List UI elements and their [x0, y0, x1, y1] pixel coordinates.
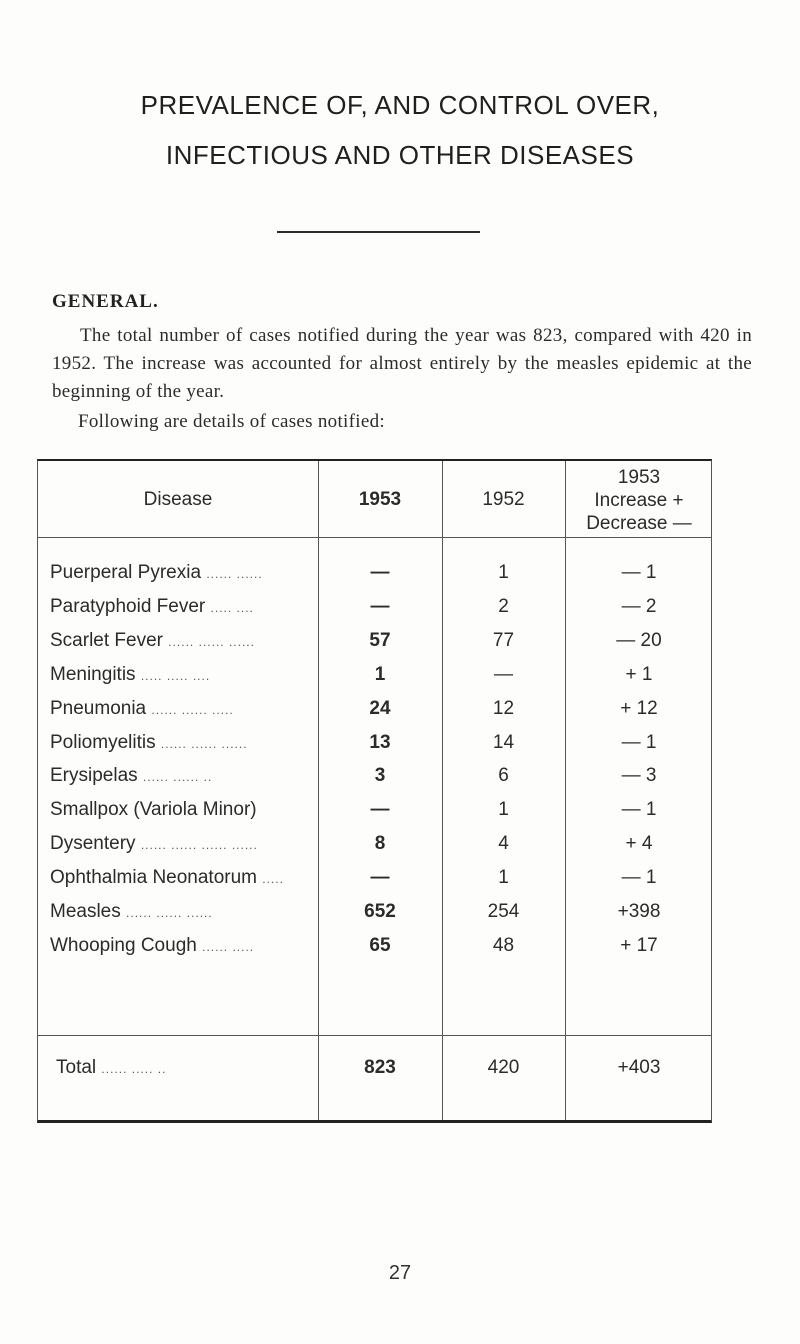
cases-1953-cell: 13 — [369, 732, 391, 753]
cases-1952-cell: 12 — [492, 698, 515, 719]
page-number: 27 — [388, 1262, 412, 1284]
disease-name: Scarlet Fever — [50, 630, 163, 651]
header-1952: 1952 — [482, 489, 525, 510]
disease-cell — [50, 765, 320, 788]
leader-dots: ...... ..... — [202, 940, 255, 954]
disease-cell — [50, 630, 320, 653]
disease-cell — [50, 935, 320, 958]
total-1952: 420 — [487, 1057, 520, 1078]
cases-1953-cell: 65 — [369, 935, 391, 956]
disease-cell — [50, 867, 320, 890]
change-cell: — 1 — [621, 562, 657, 583]
table-lead-text: Following are details of cases notified: — [78, 411, 385, 432]
leader-dots: ..... ..... .... — [140, 669, 211, 683]
disease-name: Poliomyelitis — [50, 732, 156, 753]
cases-1952-cell: — — [494, 664, 513, 685]
disease-name: Erysipelas — [50, 765, 138, 786]
change-cell: — 3 — [621, 765, 657, 786]
leader-dots: ...... ...... ...... — [126, 906, 213, 920]
cases-1953-cell: — — [370, 562, 390, 583]
cases-1953-cell: 24 — [369, 698, 391, 719]
disease-cell — [50, 664, 320, 687]
change-cell: + 17 — [620, 935, 658, 956]
total-label: Total — [56, 1057, 97, 1078]
header-1953: 1953 — [358, 489, 402, 510]
leader-dots: ...... ...... ..... — [151, 703, 234, 717]
section-heading: GENERAL. — [52, 291, 159, 312]
disease-name: Ophthalmia Neonatorum — [50, 867, 257, 888]
change-cell: + 1 — [625, 664, 653, 685]
disease-cell — [50, 901, 320, 924]
header-change-decrease: Decrease — — [586, 513, 692, 534]
column-divider — [565, 461, 566, 1120]
disease-cell — [50, 833, 320, 856]
disease-name: Measles — [50, 901, 121, 922]
total-change: +403 — [617, 1057, 661, 1078]
header-change-increase: Increase + — [594, 490, 684, 511]
cases-1953-cell: — — [370, 867, 390, 888]
disease-cell — [50, 562, 320, 585]
title-divider — [277, 231, 480, 233]
change-cell: — 1 — [621, 867, 657, 888]
change-cell: +398 — [617, 901, 661, 922]
cases-1953-cell: 3 — [374, 765, 386, 786]
cases-table — [37, 459, 712, 1123]
total-label-cell — [56, 1057, 326, 1080]
disease-cell — [50, 799, 320, 822]
cases-1953-cell: 1 — [374, 664, 386, 685]
change-cell: + 4 — [625, 833, 653, 854]
disease-cell — [50, 596, 320, 619]
disease-name: Whooping Cough — [50, 935, 197, 956]
leader-dots: ...... ...... ...... ...... — [140, 838, 258, 852]
leader-dots: ...... ...... .. — [142, 770, 213, 784]
change-cell: — 20 — [616, 630, 662, 651]
cases-1953-cell: 57 — [369, 630, 391, 651]
leader-dots: ...... ...... ...... — [168, 635, 255, 649]
leader-dots: ...... ...... — [206, 567, 263, 581]
change-cell: — 2 — [621, 596, 657, 617]
total-1953: 823 — [364, 1057, 396, 1078]
page-title-line-2: INFECTIOUS AND OTHER DISEASES — [165, 140, 635, 170]
change-cell: — 1 — [621, 732, 657, 753]
total-divider — [38, 1035, 711, 1036]
disease-cell — [50, 732, 320, 755]
disease-cell — [50, 698, 320, 721]
disease-name: Paratyphoid Fever — [50, 596, 206, 617]
leader-dots: ...... ...... ...... — [160, 737, 248, 751]
header-change-year: 1953 — [617, 467, 661, 488]
page-title-line-1: PREVALENCE OF, AND CONTROL OVER, — [140, 90, 660, 120]
cases-1953-cell: — — [370, 596, 390, 617]
cases-1953-cell: 8 — [374, 833, 386, 854]
cases-1952-cell: 6 — [498, 765, 509, 786]
change-cell: — 1 — [621, 799, 657, 820]
column-divider — [318, 461, 319, 1120]
cases-1952-cell: 1 — [498, 867, 509, 888]
disease-name: Meningitis — [50, 664, 136, 685]
header-divider — [38, 537, 711, 538]
change-cell: + 12 — [620, 698, 658, 719]
cases-1952-cell: 1 — [498, 562, 509, 583]
cases-1952-cell: 2 — [498, 596, 509, 617]
section-paragraph: The total number of cases notified during the year was 823, compared with 420 in 1952. The increase was accounted for almost entirely by the measles epidemic at the beginning of the year. — [52, 325, 752, 402]
cases-1952-cell: 1 — [498, 799, 509, 820]
leader-dots: ..... — [262, 872, 284, 886]
leader-dots: ...... ..... .. — [101, 1062, 167, 1076]
disease-name: Pneumonia — [50, 698, 147, 719]
header-disease: Disease — [143, 489, 213, 510]
cases-1952-cell: 4 — [498, 833, 509, 854]
cases-1952-cell: 48 — [492, 935, 515, 956]
column-divider — [442, 461, 443, 1120]
leader-dots: ..... .... — [210, 601, 254, 615]
header-change — [565, 466, 713, 535]
cases-1952-cell: 14 — [492, 732, 515, 753]
disease-name: Dysentery — [50, 833, 136, 854]
cases-1952-cell: 77 — [492, 630, 515, 651]
disease-name: Smallpox (Variola Minor) — [50, 799, 257, 820]
disease-name: Puerperal Pyrexia — [50, 562, 202, 583]
cases-1952-cell: 254 — [487, 901, 520, 922]
cases-1953-cell: — — [370, 799, 390, 820]
cases-1953-cell: 652 — [364, 901, 396, 922]
